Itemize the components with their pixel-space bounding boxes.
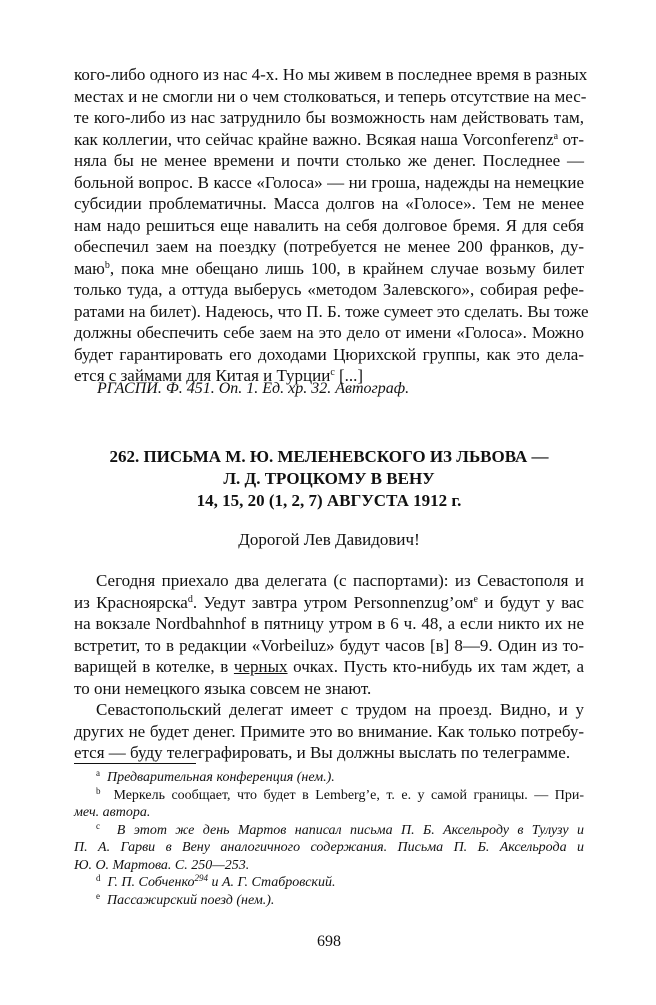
text-line: только туда, а оттуда выберусь «методом Залевского», собирая рефе- — [74, 280, 584, 299]
text-line: Севастопольский делегат имеет с трудом на проезд. Видно, и у — [96, 700, 584, 719]
text-line: обеспечил заем на поездку (потребуется не менее 200 франков, ду- — [74, 237, 584, 256]
heading-line-3: 14, 15, 20 (1, 2, 7) АВГУСТА 1912 г. — [196, 491, 462, 510]
text-line: нам надо решиться еще навалить на себя долговое бремя. Я для себя — [74, 215, 584, 235]
text-line: на вокзале Nordbahnhof в пятницу утром в 6 ч. 48, а если никто их не — [74, 614, 584, 633]
text-line: ратами на билет). Надеюсь, что П. Б. тоже сумеет это сделать. Вы тоже — [74, 301, 589, 321]
footnote-marker-b: b — [104, 259, 110, 271]
text-line: кого-либо одного из нас 4-х. Но мы живем в последнее время в разных — [74, 65, 588, 84]
footnote-a: $^a$ Предварительная конференция (нем.). — [96, 768, 335, 785]
text-line: то они немецкого языка совсем не знают. — [74, 678, 372, 698]
footnote-b-cont: меч. автора. — [74, 805, 151, 820]
footnote-marker-d: d — [187, 593, 193, 605]
underlined-word: черных — [233, 657, 288, 676]
footnote-marker-c: c — [330, 367, 335, 378]
text-line: те кого-либо из нас затруднило бы возможность нам действовать там, — [74, 108, 584, 127]
text-line: маю$^b$, пока мне обещано лишь 100, в крайнем случае возьму билет — [74, 258, 584, 278]
text-line: ется с займами для Китая и Турции$^c$ [...] — [74, 366, 364, 385]
letter-continuation — [74, 64, 589, 387]
salutation: Дорогой Лев Давидович! — [238, 530, 420, 549]
footnote-e: $^e$ Пассажирский поезд (нем.). — [96, 890, 275, 908]
footnotes — [74, 769, 584, 909]
heading-line-1: 262. ПИСЬМА М. Ю. МЕЛЕНЕВСКОГО ИЗ ЛЬВОВА — — [109, 447, 549, 466]
text-line: местах и не смогли ни о чем столковаться, и теперь отсутствие на мес- — [74, 86, 587, 106]
page-number: 698 — [317, 933, 341, 950]
text-line: других не будет денег. Примите это во внимание. Как только потребу- — [74, 721, 584, 741]
text-line: больной вопрос. В кассе «Голоса» — ни гроша, надежды на немецкие — [74, 172, 584, 192]
text-line: няла бы не менее времени и почти столько же денег. Последнее — — [74, 151, 584, 170]
text-line: должны обеспечить себе заем на это дело от имени «Голоса». Можно — [74, 323, 584, 342]
text-line: варищей в котелке, в черных очках. Пусть кто-нибудь их там ждет, а — [74, 657, 584, 676]
footnote-b: $^b$ Меркель сообщает, что будет в Lemberg’е, т. е. у самой границы. — При- — [96, 785, 584, 803]
document-heading — [74, 446, 584, 512]
footnote-c-cont: Ю. О. Мартова. С. 250—253. — [74, 857, 250, 873]
text-line: субсидии проблематичны. Масса долгов на «Голосе». Тем не менее — [74, 194, 584, 213]
footnote-c: $^c$ В этот же день Мартов написал письма П. Б. Аксельроду в Тулузу и — [96, 820, 584, 838]
text-line: будет гарантировать его доходами Цюрихской группы, как это дела- — [74, 344, 584, 364]
heading-line-2: Л. Д. ТРОЦКОМУ В ВЕНУ — [223, 469, 435, 488]
footnote-c-cont: П. А. Гарви в Вену аналогичного содержания. Письма П. Б. Аксельрода и — [74, 840, 584, 855]
text-line: Сегодня приехало два делегата (с паспортами): из Севастополя и — [96, 571, 584, 590]
letter-body — [74, 570, 584, 764]
footnote-marker-a: a — [553, 130, 559, 142]
footnote-separator — [74, 763, 196, 764]
text-line: как коллегии, что сейчас крайне важно. Всякая наша Vorconferenz$^a$ от- — [74, 129, 584, 149]
text-line: встретит, то в редакции «Vorbeiluz» будут часов [в] 8—9. Один из то- — [74, 635, 584, 655]
text-line: ется — буду телеграфировать, и Вы должны выслать по телеграмме. — [74, 743, 571, 762]
archive-reference: РГАСПИ. Ф. 451. Оп. 1. Ед. хр. 32. Автограф. — [97, 380, 410, 397]
footnote-marker-e: e — [473, 593, 478, 605]
text-line: из Красноярска$^d$. Уедут завтра утром $Personnenzug’ом^e$ и будут у вас — [74, 592, 584, 612]
footnote-d: $^d$ Г. П. Собченко$^{294}$ и А. Г. Стабровский. — [96, 873, 336, 890]
